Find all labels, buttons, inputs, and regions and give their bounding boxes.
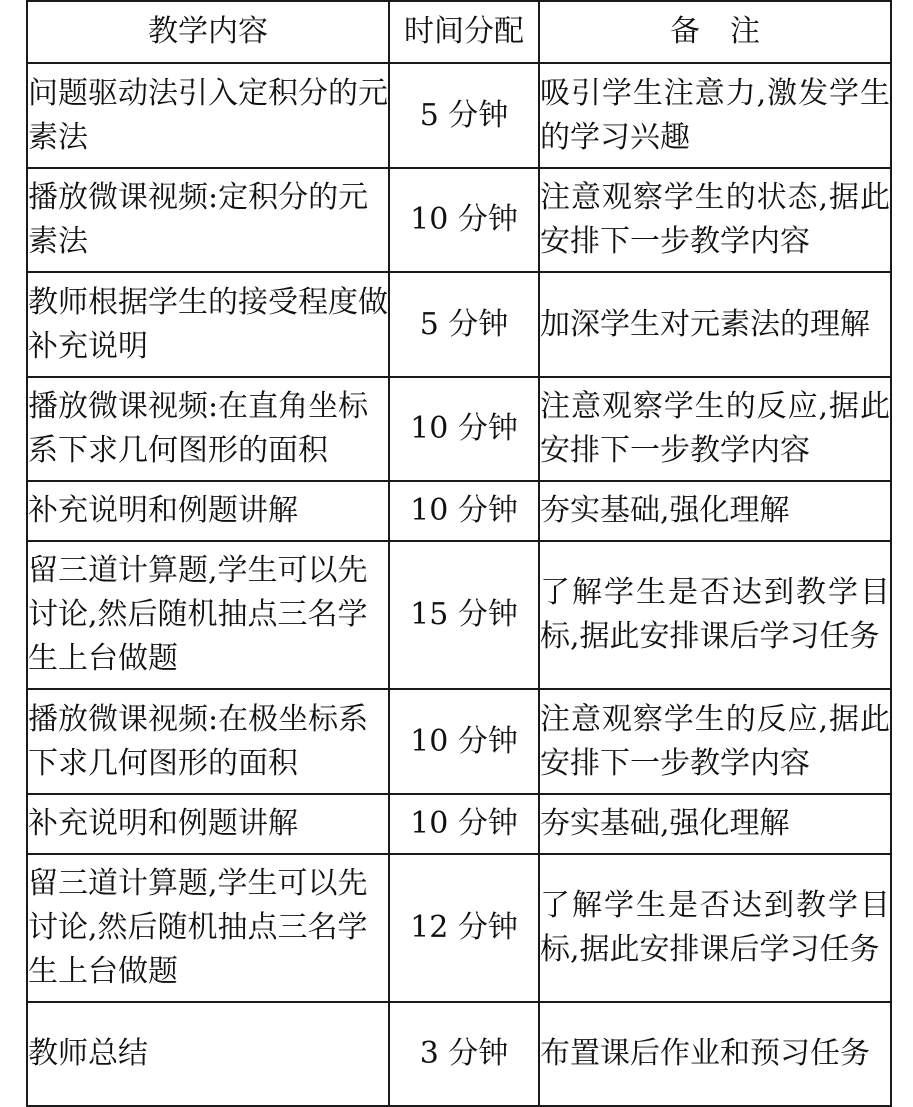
cell-time: 3 分钟 [389, 1002, 539, 1106]
cell-note: 注意观察学生的反应,据此安排下一步教学内容 [539, 377, 891, 481]
cell-note: 吸引学生注意力,激发学生的学习兴趣 [539, 63, 891, 168]
header-note: 备 注 [539, 1, 891, 63]
cell-time: 10 分钟 [389, 481, 539, 541]
cell-note: 夯实基础,强化理解 [539, 794, 891, 854]
cell-note: 布置课后作业和预习任务 [539, 1002, 891, 1106]
cell-time: 10 分钟 [389, 168, 539, 272]
cell-content: 教师根据学生的接受程度做补充说明 [27, 272, 389, 377]
cell-content: 留三道计算题,学生可以先讨论,然后随机抽点三名学生上台做题 [27, 854, 389, 1002]
cell-content: 播放微课视频:定积分的元素法 [27, 168, 389, 272]
cell-note: 加深学生对元素法的理解 [539, 272, 891, 377]
table-row [27, 481, 891, 541]
cell-content: 问题驱动法引入定积分的元素法 [27, 63, 389, 168]
cell-time: 5 分钟 [389, 63, 539, 168]
table-row [27, 541, 891, 689]
table-row [27, 689, 891, 794]
cell-time: 10 分钟 [389, 794, 539, 854]
table-header-row [27, 1, 891, 63]
header-content: 教学内容 [27, 1, 389, 63]
table-row [27, 377, 891, 481]
cell-time: 10 分钟 [389, 377, 539, 481]
cell-content: 留三道计算题,学生可以先讨论,然后随机抽点三名学生上台做题 [27, 541, 389, 689]
cell-time: 15 分钟 [389, 541, 539, 689]
cell-note: 注意观察学生的反应,据此安排下一步教学内容 [539, 689, 891, 794]
cell-note: 了解学生是否达到教学目标,据此安排课后学习任务 [539, 541, 891, 689]
cell-content: 补充说明和例题讲解 [27, 481, 389, 541]
table-row [27, 63, 891, 168]
table-row [27, 854, 891, 1002]
cell-time: 12 分钟 [389, 854, 539, 1002]
cell-content: 播放微课视频:在极坐标系下求几何图形的面积 [27, 689, 389, 794]
cell-time: 10 分钟 [389, 689, 539, 794]
lesson-plan-table [26, 0, 892, 1107]
cell-time: 5 分钟 [389, 272, 539, 377]
cell-content: 播放微课视频:在直角坐标系下求几何图形的面积 [27, 377, 389, 481]
cell-note: 注意观察学生的状态,据此安排下一步教学内容 [539, 168, 891, 272]
table-row [27, 168, 891, 272]
cell-note: 夯实基础,强化理解 [539, 481, 891, 541]
table-row [27, 272, 891, 377]
cell-content: 补充说明和例题讲解 [27, 794, 389, 854]
cell-content: 教师总结 [27, 1002, 389, 1106]
table-row [27, 794, 891, 854]
cell-note: 了解学生是否达到教学目标,据此安排课后学习任务 [539, 854, 891, 1002]
table-row [27, 1002, 891, 1106]
header-time: 时间分配 [389, 1, 539, 63]
